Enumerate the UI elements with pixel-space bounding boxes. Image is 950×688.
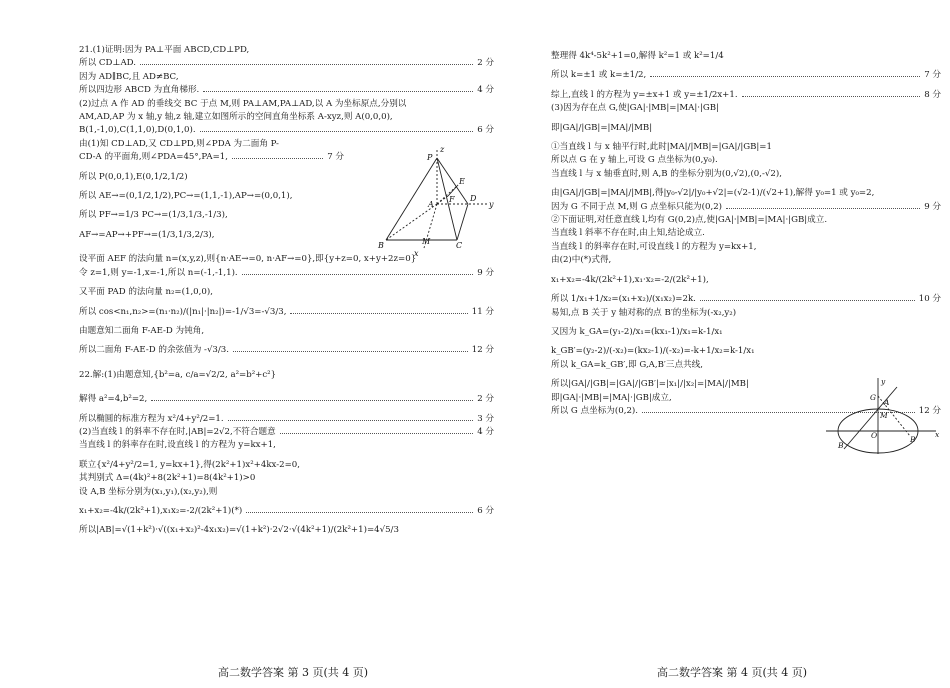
solution-line <box>79 229 344 242</box>
solution-text: 由|GA|/|GB|=|MA|/|MB|,得|y₀-√2|/|y₀+√2|=(√2-1)/(√2+1),解得 y₀=1 或 y₀=2, <box>551 188 875 199</box>
leader-dots <box>742 96 921 97</box>
score: 10 分 <box>918 294 941 305</box>
leader-dots <box>203 91 473 92</box>
solution-text: 所以二面角 F-AE-D 的余弦值为 -√3/3. <box>79 345 229 356</box>
solution-line <box>79 44 494 57</box>
leader-dots <box>290 313 467 314</box>
label-F: F <box>449 195 455 204</box>
solution-text: (3)因为存在点 G,使|GA|·|MB|=|MA|·|GB| <box>551 103 719 114</box>
score: 6 分 <box>477 505 494 516</box>
solution-text: 又因为 k_GA=(y₁-2)/x₁=(kx₁-1)/x₁=k-1/x₁ <box>551 326 723 337</box>
score: 2 分 <box>477 394 494 405</box>
solution-line <box>551 307 816 320</box>
solution-text: 所以 P(0,0,1),E(0,1/2,1/2) <box>79 171 188 182</box>
solution-line <box>551 345 816 358</box>
label-B2: B <box>838 441 844 450</box>
solution-line <box>79 459 494 472</box>
score: 12 分 <box>471 345 494 356</box>
label-E: E <box>459 177 465 186</box>
solution-text: 即|GA|·|MB|=|MA|·|GB|成立, <box>551 392 672 403</box>
footer-page-3: 高二数学答案 第 3 页(共 4 页) <box>218 666 369 679</box>
solution-text: CD-A 的平面角,则∠PDA=45°,PA=1, <box>79 152 229 163</box>
solution-text: 由(1)知 CD⊥AD,又 CD⊥PD,则∠PDA 为二面角 P- <box>79 138 279 149</box>
score: 3 分 <box>477 413 494 424</box>
solution-text: 所以四边形 ABCD 为直角梯形. <box>79 85 200 96</box>
label-y2: y <box>881 377 886 386</box>
solution-line <box>79 267 494 280</box>
score: 7 分 <box>327 152 344 163</box>
solution-text: k_GB′=(y₂-2)/(-x₂)=(kx₂-1)/(-x₂)=-k+1/x₂=k-1/x₁ <box>551 346 755 357</box>
solution-line <box>551 254 941 267</box>
solution-line <box>79 151 344 164</box>
solution-line <box>551 187 941 200</box>
solution-line <box>551 359 816 372</box>
label-C: C <box>456 241 463 250</box>
leader-dots <box>650 76 920 77</box>
solution-line <box>79 286 494 299</box>
solution-text: 由(2)中(*)式得, <box>551 255 612 266</box>
solution-text: 所以 cos<n₁,n₂>=(n₁·n₂)/(|n₁|·|n₂|)=-1/√3=-√3/3, <box>79 306 287 317</box>
solution-line <box>551 326 816 339</box>
solution-line <box>79 524 494 537</box>
solution-text: 所以 1/x₁+1/x₂=(x₁+x₂)/(x₁x₂)=2k. <box>551 294 696 305</box>
solution-line <box>79 369 494 382</box>
solution-line <box>79 426 494 439</box>
score: 8 分 <box>924 89 941 100</box>
solution-line <box>551 50 941 63</box>
solution-line <box>79 84 494 97</box>
solution-line <box>79 98 494 111</box>
label-P: P <box>427 153 433 162</box>
solution-text: ②下面证明,对任意直线 l,均有 G(0,2)点,使|GA|·|MB|=|MA|·|GB|成立. <box>551 215 828 226</box>
solution-text: 当直线 l 的斜率存在时,设直线 l 的方程为 y=kx+1, <box>79 440 276 451</box>
footer-page-4: 高二数学答案 第 4 页(共 4 页) <box>657 666 808 679</box>
solution-text: 即|GA|/|GB|=|MA|/|MB| <box>551 122 653 133</box>
solution-text: 解得 a²=4,b²=2, <box>79 394 148 405</box>
solution-text: (2)当直线 l 的斜率不存在时,|AB|=2√2,不符合题意 <box>79 426 276 437</box>
solution-line <box>551 293 941 306</box>
score: 6 分 <box>477 125 494 136</box>
solution-text: 令 z=1,则 y=-1,x=-1,所以 n=(-1,-1,1). <box>79 267 238 278</box>
label-y: y <box>489 200 494 209</box>
solution-text: 所以 G 点坐标为(0,2). <box>551 405 638 416</box>
solution-text: 易知,点 B 关于 y 轴对称的点 B′的坐标为(-x₂,y₂) <box>551 307 737 318</box>
leader-dots <box>232 158 323 159</box>
solution-line <box>551 241 941 254</box>
solution-line <box>551 154 941 167</box>
solution-line <box>79 57 494 70</box>
leader-dots <box>280 433 474 434</box>
solution-text: 因为 AD∥BC,且 AD≠BC, <box>79 71 179 82</box>
solution-text: 所以椭圆的标准方程为 x²/4+y²/2=1. <box>79 413 224 424</box>
solution-line <box>551 69 941 82</box>
solution-line <box>79 209 344 222</box>
solution-line <box>79 472 494 485</box>
solution-text: 所以|GA|/|GB|=|GA|/|GB′|=|x₁|/|x₂|=|MA|/|MB| <box>551 379 749 390</box>
solution-text: AF→=AP→+PF→=(1/3,1/3,2/3), <box>79 229 215 240</box>
label-z: z <box>440 145 445 154</box>
solution-text: 所以点 G 在 y 轴上,可设 G 点坐标为(0,y₀). <box>551 155 718 166</box>
solution-text: 所以 PF→=1/3 PC→=(1/3,1/3,-1/3), <box>79 210 228 221</box>
solution-text: 由题意知二面角 F-AE-D 为钝角, <box>79 325 205 336</box>
solution-line <box>551 214 941 227</box>
solution-text: x₁+x₂=-4k/(2k²+1),x₁·x₂=-2/(2k²+1), <box>551 274 709 285</box>
solution-line <box>551 89 941 102</box>
solution-line <box>551 122 941 135</box>
solution-line <box>79 393 494 406</box>
label-Bprime: B′ <box>910 435 918 444</box>
solution-text: (2)过点 A 作 AD 的垂线交 BC 于点 M,则 PA⊥AM,PA⊥AD,以 A 为坐标原点,分别以 <box>79 98 407 109</box>
solution-line <box>79 505 494 518</box>
pyramid-figure <box>366 144 496 259</box>
solution-text: 设平面 AEF 的法向量 n=(x,y,z),则{n·AE→=0, n·AF→=0},即{y+z=0, x+y+2z=0} <box>79 254 417 265</box>
solution-line <box>551 168 941 181</box>
solution-line <box>551 141 941 154</box>
solution-line <box>79 111 494 124</box>
label-A: A <box>428 200 434 209</box>
solution-line <box>79 171 344 184</box>
solution-line <box>79 306 494 319</box>
label-G: G <box>870 393 876 402</box>
solution-line <box>79 71 494 84</box>
label-D: D <box>470 194 477 203</box>
score: 7 分 <box>924 70 941 81</box>
solution-line <box>551 102 941 115</box>
label-M: M <box>422 237 431 246</box>
solution-text: 联立{x²/4+y²/2=1, y=kx+1},得(2k²+1)x²+4kx-2=0, <box>79 459 301 470</box>
leader-dots <box>228 420 474 421</box>
solution-line <box>79 486 494 499</box>
leader-dots <box>726 208 920 209</box>
label-O: O <box>871 431 878 440</box>
label-A2: A <box>884 398 890 407</box>
score: 4 分 <box>477 85 494 96</box>
solution-line <box>79 138 344 151</box>
leader-dots <box>151 400 473 401</box>
solution-text: 其判别式 Δ=(4k)²+8(2k²+1)=8(4k²+1)>0 <box>79 473 256 484</box>
label-B: B <box>378 241 384 250</box>
solution-line <box>79 413 494 426</box>
leader-dots <box>233 351 468 352</box>
solution-text: 所以 CD⊥AD. <box>79 58 136 69</box>
solution-text: AM,AD,AP 为 x 轴,y 轴,z 轴,建立如图所示的空间直角坐标系 A-xyz,则 A(0,0,0), <box>79 112 393 123</box>
solution-text: 设 A,B 坐标分别为(x₁,y₁),(x₂,y₂),则 <box>79 486 218 497</box>
solution-line <box>551 378 816 391</box>
ellipse-figure <box>822 374 944 456</box>
solution-line <box>79 124 494 137</box>
score: 2 分 <box>477 58 494 69</box>
solution-line <box>551 201 941 214</box>
solution-text: 所以 k=±1 或 k=±1/2, <box>551 70 647 81</box>
solution-text: 综上,直线 l 的方程为 y=±x+1 或 y=±1/2x+1. <box>551 89 738 100</box>
solution-text: ①当直线 l 与 x 轴平行时,此时|MA|/|MB|=|GA|/|GB|=1 <box>551 142 772 153</box>
solution-line <box>551 227 941 240</box>
score: 12 分 <box>918 405 941 416</box>
solution-text: B(1,-1,0),C(1,1,0),D(0,1,0). <box>79 125 196 136</box>
leader-dots <box>200 131 474 132</box>
score: 9 分 <box>924 201 941 212</box>
score: 4 分 <box>477 426 494 437</box>
solution-line <box>551 274 941 287</box>
leader-dots <box>140 64 473 65</box>
leader-dots <box>242 274 474 275</box>
solution-line <box>79 344 494 357</box>
solution-text: 所以|AB|=√(1+k²)·√((x₁+x₂)²-4x₁x₂)=√(1+k²)·2√2·√(4k²+1)/(2k²+1)=4√5/3 <box>79 525 399 536</box>
label-x2: x <box>935 430 940 439</box>
solution-line <box>79 325 494 338</box>
score: 11 分 <box>471 306 494 317</box>
label-M2: M <box>880 411 888 420</box>
solution-text: 当直线 l 与 x 轴垂直时,则 A,B 的坐标分别为(0,√2),(0,-√2), <box>551 168 782 179</box>
solution-text: 所以 k_GA=k_GB′,即 G,A,B′三点共线, <box>551 359 703 370</box>
solution-text: 当直线 l 的斜率存在时,可设直线 l 的方程为 y=kx+1, <box>551 241 757 252</box>
solution-text: x₁+x₂=-4k/(2k²+1),x₁x₂=-2/(2k²+1)(*) <box>79 505 243 516</box>
solution-text: 因为 G 不同于点 M,则 G 点坐标只能为(0,2) <box>551 201 723 212</box>
solution-text: 所以 AE→=(0,1/2,1/2),PC→=(1,1,-1),AP→=(0,0,1), <box>79 191 293 202</box>
label-x: x <box>414 249 419 258</box>
left-column <box>79 44 494 538</box>
solution-line <box>79 190 344 203</box>
solution-text: 又平面 PAD 的法向量 n₂=(1,0,0), <box>79 287 213 298</box>
solution-text: 21.(1)证明:因为 PA⊥平面 ABCD,CD⊥PD, <box>79 45 250 55</box>
solution-line <box>79 439 494 452</box>
solution-text: 22.解:(1)由题意知,{b²=a, c/a=√2/2, a²=b²+c²} <box>79 369 277 380</box>
score: 9 分 <box>477 267 494 278</box>
leader-dots <box>246 512 473 513</box>
leader-dots <box>700 300 915 301</box>
right-column <box>551 44 941 418</box>
solution-text: 整理得 4k⁴-5k²+1=0,解得 k²=1 或 k²=1/4 <box>551 51 724 61</box>
solution-text: 当直线 l 斜率不存在时,由上知,结论成立. <box>551 228 705 239</box>
